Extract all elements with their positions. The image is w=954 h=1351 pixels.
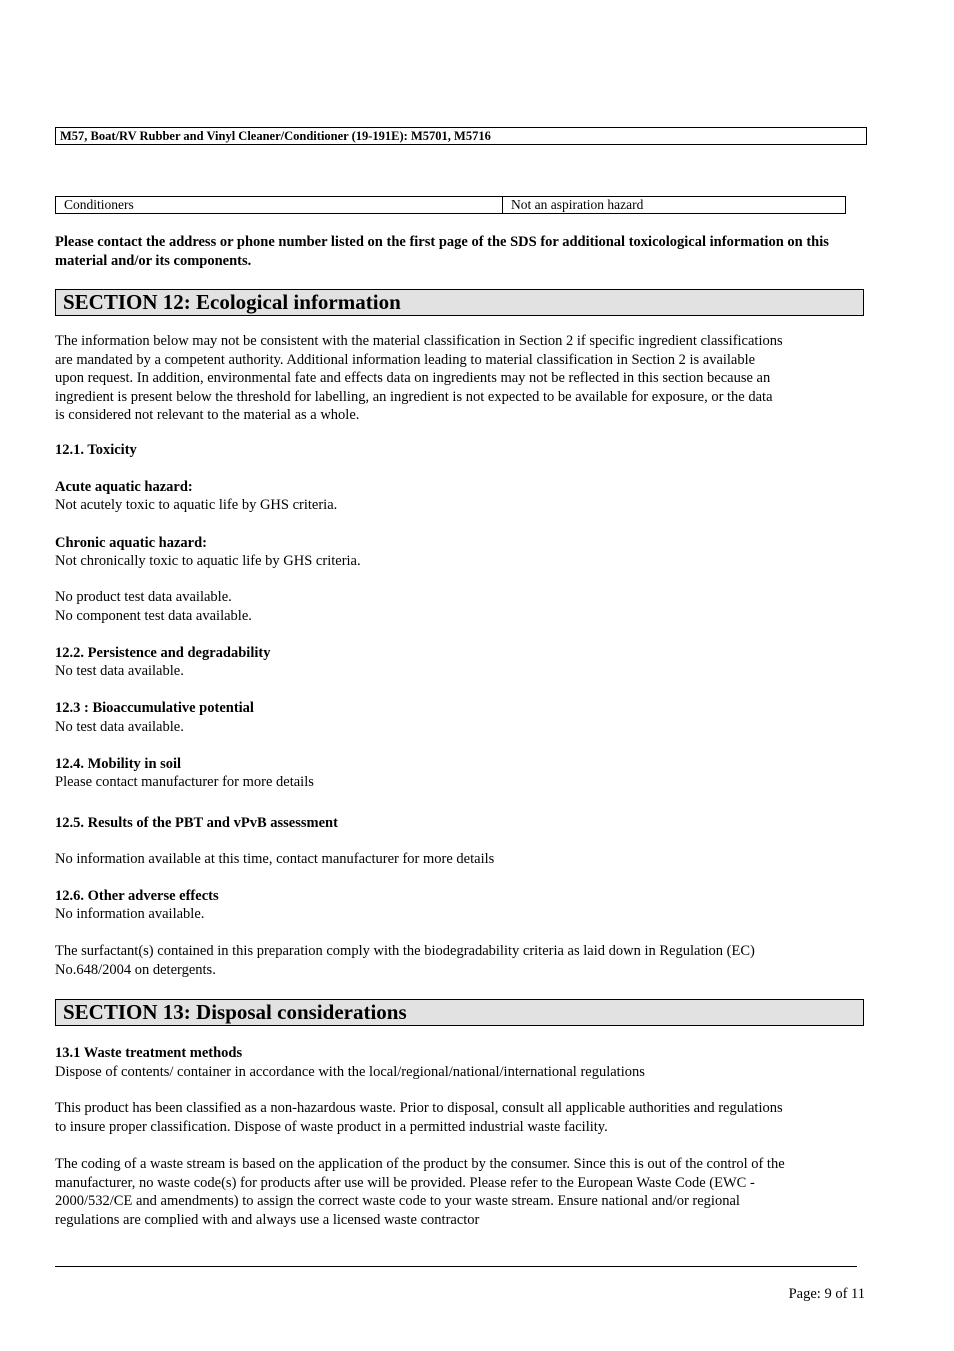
other-effects-heading: 12.6. Other adverse effects: [55, 888, 219, 904]
surfactant-line: No.648/2004 on detergents.: [55, 961, 216, 978]
chronic-heading: Chronic aquatic hazard:: [55, 535, 207, 551]
waste-coding-note: [55, 1155, 867, 1229]
intro-line: The information below may not be consistent with the material classification in Section 2 if specific ingredient classifications: [55, 333, 783, 349]
non-hazardous-note: [55, 1099, 867, 1136]
bioaccum-heading: 12.3 : Bioaccumulative potential: [55, 700, 254, 716]
pbt-text: No information available at this time, contact manufacturer for more details: [55, 851, 495, 867]
non-hazardous-line: This product has been classified as a non-hazardous waste. Prior to disposal, consult all applicable authorities and regulations: [55, 1100, 783, 1116]
ingredient-cell: Conditioners: [56, 197, 503, 213]
persistence-heading: 12.2. Persistence and degradability: [55, 645, 271, 661]
non-hazardous-line: to insure proper classification. Dispose of waste product in a permitted industrial waste facility.: [55, 1118, 608, 1135]
waste-treatment-text: Dispose of contents/ container in accordance with the local/regional/national/international regulations: [55, 1064, 645, 1080]
mobility-text: Please contact manufacturer for more details: [55, 774, 314, 790]
bioaccum-text: No test data available.: [55, 719, 184, 735]
no-component-data: No component test data available.: [55, 608, 252, 624]
other-effects-text: No information available.: [55, 906, 205, 922]
product-title-header: M57, Boat/RV Rubber and Vinyl Cleaner/Conditioner (19-191E): M5701, M5716: [55, 127, 867, 145]
pbt-heading: 12.5. Results of the PBT and vPvB assessment: [55, 815, 338, 831]
intro-line: is considered not relevant to the material as a whole.: [55, 407, 360, 423]
chronic-text: Not chronically toxic to aquatic life by GHS criteria.: [55, 553, 361, 569]
surfactant-note: [55, 942, 867, 979]
persistence-text: No test data available.: [55, 663, 184, 679]
waste-coding-line: manufacturer, no waste code(s) for products after use will be provided. Please refer to the European Waste Code (EWC -: [55, 1174, 755, 1191]
page-number: Page: 9 of 11: [788, 1286, 865, 1302]
section-12-title: SECTION 12: Ecological information: [55, 289, 864, 316]
acute-text: Not acutely toxic to aquatic life by GHS criteria.: [55, 497, 338, 513]
toxicity-heading: 12.1. Toxicity: [55, 442, 137, 458]
mobility-heading: 12.4. Mobility in soil: [55, 756, 182, 772]
aspiration-hazard-table: [55, 196, 846, 214]
no-product-data: No product test data available.: [55, 589, 232, 605]
waste-coding-line: The coding of a waste stream is based on the application of the product by the consumer. Since this is out of the control of the: [55, 1156, 785, 1172]
aspiration-value-cell: Not an aspiration hazard: [511, 197, 644, 212]
section-12-intro: [55, 332, 867, 425]
section-13-title: SECTION 13: Disposal considerations: [55, 999, 864, 1026]
footer-divider: [55, 1266, 857, 1267]
surfactant-line: The surfactant(s) contained in this preparation comply with the biodegradability criteria as laid down in Regulation (EC): [55, 943, 755, 959]
waste-coding-line: 2000/532/CE and amendments) to assign the correct waste code to your waste stream. Ensure national and/or regional: [55, 1193, 740, 1209]
intro-line: ingredient is present below the threshold for labelling, an ingredient is not expected to be available for exposure, or the data: [55, 388, 773, 405]
acute-heading: Acute aquatic hazard:: [55, 479, 193, 495]
intro-line: upon request. In addition, environmental fate and effects data on ingredients may not be reflected in this section because an: [55, 370, 771, 386]
waste-treatment-heading: 13.1 Waste treatment methods: [55, 1045, 243, 1061]
waste-coding-line: regulations are complied with and always use a licensed waste contractor: [55, 1211, 480, 1228]
intro-line: are mandated by a competent authority. Additional information leading to material classification in Section 2 is available: [55, 351, 756, 368]
contact-note: Please contact the address or phone number listed on the first page of the SDS for additional toxicological information on this material and/or its components.: [55, 234, 829, 269]
